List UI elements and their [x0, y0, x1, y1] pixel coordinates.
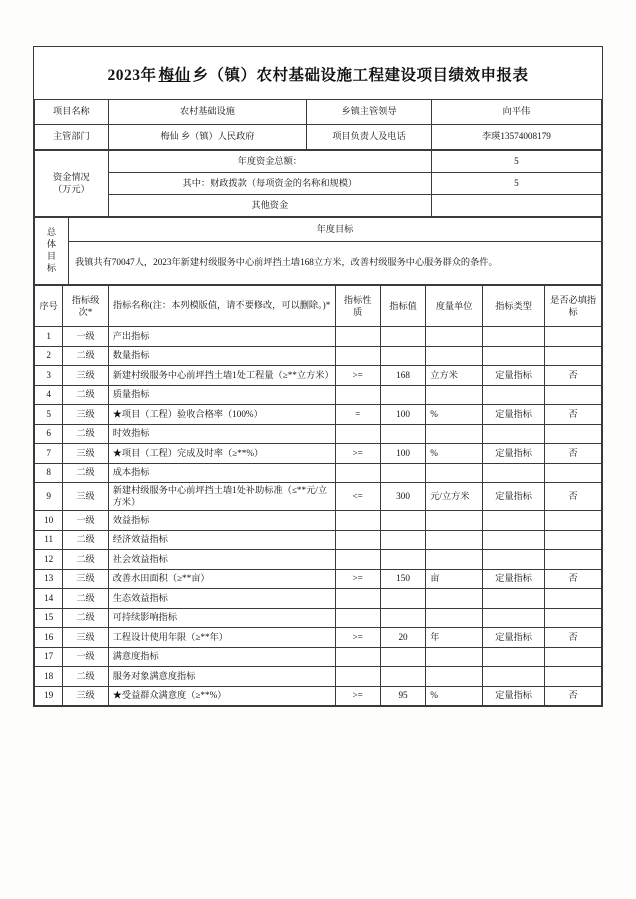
- cell-type: 定量指标: [482, 405, 544, 425]
- cell-unit: %: [426, 444, 483, 464]
- cell-indicator-name: ★项目（工程）验收合格率（100%）: [108, 405, 335, 425]
- cell-no: 16: [35, 628, 63, 648]
- project-name-label: 项目名称: [35, 100, 109, 125]
- cell-indicator-name: 可持续影响指标: [108, 608, 335, 628]
- cell-value: [380, 550, 425, 570]
- cell-value: 100: [380, 444, 425, 464]
- cell-type: [482, 550, 544, 570]
- cell-unit: [426, 463, 483, 483]
- table-row: [35, 195, 602, 217]
- cell-type: [482, 463, 544, 483]
- cell-indicator-name: 新建村级服务中心前坪挡土墙1处工程量（≥**立方米）: [108, 366, 335, 386]
- cell-value: [380, 608, 425, 628]
- cell-property: =: [335, 405, 380, 425]
- cell-level: 三级: [63, 444, 108, 464]
- table-row: [35, 100, 602, 125]
- cell-unit: [426, 608, 483, 628]
- cell-value: [380, 385, 425, 405]
- cell-indicator-name: 产出指标: [108, 327, 335, 347]
- funds-label-line1: 资金情况: [52, 172, 90, 182]
- cell-value: [380, 327, 425, 347]
- leader-value: 向平伟: [431, 100, 601, 125]
- page-title: [34, 47, 602, 99]
- cell-unit: [426, 589, 483, 609]
- annual-goal-text: 我镇共有70047人，2023年新建村级服务中心前坪挡土墙168立方米，改善村级服务中心服务群众的条件。: [69, 242, 602, 285]
- cell-unit: 年: [426, 628, 483, 648]
- cell-unit: [426, 327, 483, 347]
- cell-no: 4: [35, 385, 63, 405]
- cell-property: [335, 385, 380, 405]
- title-prefix: 2023年: [107, 67, 157, 84]
- cell-property: [335, 608, 380, 628]
- cell-indicator-name: 社会效益指标: [108, 550, 335, 570]
- cell-value: [380, 647, 425, 667]
- cell-level: 三级: [63, 483, 108, 511]
- cell-property: >=: [335, 569, 380, 589]
- cell-indicator-name: 满意度指标: [108, 647, 335, 667]
- title-town-blank: 梅仙: [158, 67, 191, 84]
- cell-level: 三级: [63, 405, 108, 425]
- cell-value: 100: [380, 405, 425, 425]
- cell-type: [482, 424, 544, 444]
- cell-type: 定量指标: [482, 366, 544, 386]
- cell-required: [545, 530, 602, 550]
- cell-level: 三级: [63, 628, 108, 648]
- table-row: [35, 424, 602, 444]
- cell-type: 定量指标: [482, 686, 544, 706]
- cell-no: 6: [35, 424, 63, 444]
- cell-unit: [426, 346, 483, 366]
- cell-indicator-name: ★受益群众满意度（≥**%）: [108, 686, 335, 706]
- col-header-type: 指标类型: [482, 286, 544, 327]
- form-sheet: [33, 46, 603, 707]
- table-row: [35, 444, 602, 464]
- cell-level: 二级: [63, 667, 108, 687]
- cell-no: 12: [35, 550, 63, 570]
- cell-value: [380, 463, 425, 483]
- cell-type: [482, 511, 544, 531]
- cell-property: [335, 424, 380, 444]
- cell-no: 11: [35, 530, 63, 550]
- cell-indicator-name: 经济效益指标: [108, 530, 335, 550]
- table-row: [35, 405, 602, 425]
- cell-value: 20: [380, 628, 425, 648]
- contact-value: 李瑛13574008179: [431, 125, 601, 150]
- cell-type: [482, 385, 544, 405]
- cell-no: 15: [35, 608, 63, 628]
- table-row: [35, 550, 602, 570]
- dept-value: 梅仙 乡（镇）人民政府: [108, 125, 306, 150]
- cell-property: [335, 550, 380, 570]
- table-row: [35, 569, 602, 589]
- cell-required: 否: [545, 569, 602, 589]
- cell-no: 13: [35, 569, 63, 589]
- table-row: [35, 366, 602, 386]
- cell-required: 否: [545, 405, 602, 425]
- indicator-table: [34, 285, 602, 706]
- cell-type: 定量指标: [482, 628, 544, 648]
- cell-indicator-name: 成本指标: [108, 463, 335, 483]
- cell-required: [545, 550, 602, 570]
- cell-level: 二级: [63, 530, 108, 550]
- table-row: [35, 628, 602, 648]
- cell-indicator-name: 服务对象满意度指标: [108, 667, 335, 687]
- cell-level: 二级: [63, 608, 108, 628]
- cell-type: 定量指标: [482, 483, 544, 511]
- cell-required: [545, 667, 602, 687]
- cell-required: 否: [545, 444, 602, 464]
- table-row: [35, 530, 602, 550]
- cell-property: [335, 327, 380, 347]
- annual-goal-header: 年度目标: [69, 218, 602, 242]
- cell-property: >=: [335, 686, 380, 706]
- cell-unit: 亩: [426, 569, 483, 589]
- col-header-name: 指标名称(注：本列模版值，请不要修改，可以删除。)*: [108, 286, 335, 327]
- overall-goal-label: [35, 218, 69, 285]
- cell-type: [482, 346, 544, 366]
- cell-level: 一级: [63, 647, 108, 667]
- cell-value: [380, 511, 425, 531]
- cell-value: [380, 346, 425, 366]
- cell-no: 5: [35, 405, 63, 425]
- cell-required: [545, 589, 602, 609]
- cell-property: <=: [335, 483, 380, 511]
- cell-required: [545, 511, 602, 531]
- cell-value: [380, 530, 425, 550]
- cell-required: 否: [545, 628, 602, 648]
- cell-level: 一级: [63, 327, 108, 347]
- cell-indicator-name: 数量指标: [108, 346, 335, 366]
- cell-unit: [426, 424, 483, 444]
- overall-label-char: 目: [46, 251, 57, 261]
- cell-type: [482, 530, 544, 550]
- cell-property: >=: [335, 366, 380, 386]
- funds-table: [34, 150, 602, 217]
- col-header-unit: 度量单位: [426, 286, 483, 327]
- cell-level: 二级: [63, 589, 108, 609]
- contact-label: 项目负责人及电话: [307, 125, 432, 150]
- cell-property: [335, 530, 380, 550]
- funds-label: [35, 151, 109, 217]
- funds-row-value: 5: [431, 151, 601, 173]
- cell-no: 7: [35, 444, 63, 464]
- cell-value: [380, 589, 425, 609]
- cell-no: 9: [35, 483, 63, 511]
- cell-required: [545, 385, 602, 405]
- table-row: [35, 125, 602, 150]
- cell-value: 150: [380, 569, 425, 589]
- table-row: [35, 647, 602, 667]
- cell-unit: [426, 530, 483, 550]
- cell-required: [545, 346, 602, 366]
- cell-unit: 立方米: [426, 366, 483, 386]
- table-row: [35, 151, 602, 173]
- overall-label-char: 标: [46, 262, 57, 273]
- cell-no: 8: [35, 463, 63, 483]
- cell-unit: %: [426, 405, 483, 425]
- cell-required: 否: [545, 366, 602, 386]
- cell-property: >=: [335, 628, 380, 648]
- cell-no: 10: [35, 511, 63, 531]
- table-header-row: [35, 286, 602, 327]
- cell-level: 一级: [63, 511, 108, 531]
- cell-level: 二级: [63, 550, 108, 570]
- dept-label: 主管部门: [35, 125, 109, 150]
- cell-indicator-name: 改善水田面积（≥**亩）: [108, 569, 335, 589]
- cell-level: 三级: [63, 569, 108, 589]
- cell-no: 17: [35, 647, 63, 667]
- funds-row-name: 年度资金总额：: [108, 151, 431, 173]
- cell-required: [545, 647, 602, 667]
- cell-unit: [426, 511, 483, 531]
- cell-no: 19: [35, 686, 63, 706]
- table-row: [35, 608, 602, 628]
- cell-indicator-name: 工程设计使用年限（≥**年）: [108, 628, 335, 648]
- cell-value: [380, 424, 425, 444]
- overall-label-char: 体: [46, 239, 57, 250]
- cell-indicator-name: 效益指标: [108, 511, 335, 531]
- overall-label-char: 总: [46, 227, 57, 238]
- cell-unit: [426, 647, 483, 667]
- funds-row-value: [431, 195, 601, 217]
- table-row: [35, 667, 602, 687]
- cell-type: 定量指标: [482, 444, 544, 464]
- funds-label-line2: （万元）: [52, 183, 90, 194]
- cell-property: [335, 589, 380, 609]
- table-row: [35, 242, 602, 285]
- cell-type: [482, 647, 544, 667]
- cell-indicator-name: 生态效益指标: [108, 589, 335, 609]
- cell-required: [545, 463, 602, 483]
- cell-unit: 元/立方米: [426, 483, 483, 511]
- col-header-required: 是否必填指标: [545, 286, 602, 327]
- cell-required: 否: [545, 686, 602, 706]
- cell-value: 300: [380, 483, 425, 511]
- cell-unit: [426, 550, 483, 570]
- col-header-value: 指标值: [380, 286, 425, 327]
- cell-type: 定量指标: [482, 569, 544, 589]
- table-row: [35, 511, 602, 531]
- cell-indicator-name: ★项目（工程）完成及时率（≥**%）: [108, 444, 335, 464]
- cell-no: 3: [35, 366, 63, 386]
- table-row: [35, 385, 602, 405]
- table-row: [35, 483, 602, 511]
- table-row: [35, 327, 602, 347]
- cell-property: [335, 346, 380, 366]
- cell-property: [335, 511, 380, 531]
- table-row: [35, 173, 602, 195]
- cell-no: 1: [35, 327, 63, 347]
- cell-property: [335, 667, 380, 687]
- info-table: [34, 99, 602, 150]
- leader-label: 乡镇主管领导: [307, 100, 432, 125]
- funds-row-name: 其中：财政拨款（每项资金的名称和规模）: [108, 173, 431, 195]
- cell-unit: [426, 667, 483, 687]
- cell-indicator-name: 新建村级服务中心前坪挡土墙1处补助标准（≤**元/立方米）: [108, 483, 335, 511]
- table-row: [35, 589, 602, 609]
- col-header-no: 序号: [35, 286, 63, 327]
- cell-level: 三级: [63, 366, 108, 386]
- cell-required: [545, 327, 602, 347]
- col-header-level: 指标级次*: [63, 286, 108, 327]
- cell-unit: [426, 385, 483, 405]
- cell-type: [482, 327, 544, 347]
- table-row: [35, 218, 602, 242]
- cell-unit: %: [426, 686, 483, 706]
- funds-row-name: 其他资金: [108, 195, 431, 217]
- cell-level: 二级: [63, 424, 108, 444]
- col-header-property: 指标性质: [335, 286, 380, 327]
- cell-indicator-name: 质量指标: [108, 385, 335, 405]
- cell-property: >=: [335, 444, 380, 464]
- title-rest: 乡（镇）农村基础设施工程建设项目绩效申报表: [192, 67, 529, 84]
- cell-level: 三级: [63, 686, 108, 706]
- cell-property: [335, 647, 380, 667]
- cell-level: 二级: [63, 346, 108, 366]
- cell-type: [482, 589, 544, 609]
- cell-required: [545, 608, 602, 628]
- cell-indicator-name: 时效指标: [108, 424, 335, 444]
- cell-no: 18: [35, 667, 63, 687]
- cell-level: 二级: [63, 385, 108, 405]
- cell-property: [335, 463, 380, 483]
- cell-value: 168: [380, 366, 425, 386]
- cell-required: [545, 424, 602, 444]
- cell-no: 2: [35, 346, 63, 366]
- overall-goal-table: [34, 217, 602, 285]
- cell-level: 二级: [63, 463, 108, 483]
- cell-no: 14: [35, 589, 63, 609]
- table-row: [35, 686, 602, 706]
- cell-type: [482, 608, 544, 628]
- project-name-value: 农村基础设施: [108, 100, 306, 125]
- table-row: [35, 346, 602, 366]
- cell-value: 95: [380, 686, 425, 706]
- cell-value: [380, 667, 425, 687]
- funds-row-value: 5: [431, 173, 601, 195]
- cell-type: [482, 667, 544, 687]
- cell-required: 否: [545, 483, 602, 511]
- table-row: [35, 463, 602, 483]
